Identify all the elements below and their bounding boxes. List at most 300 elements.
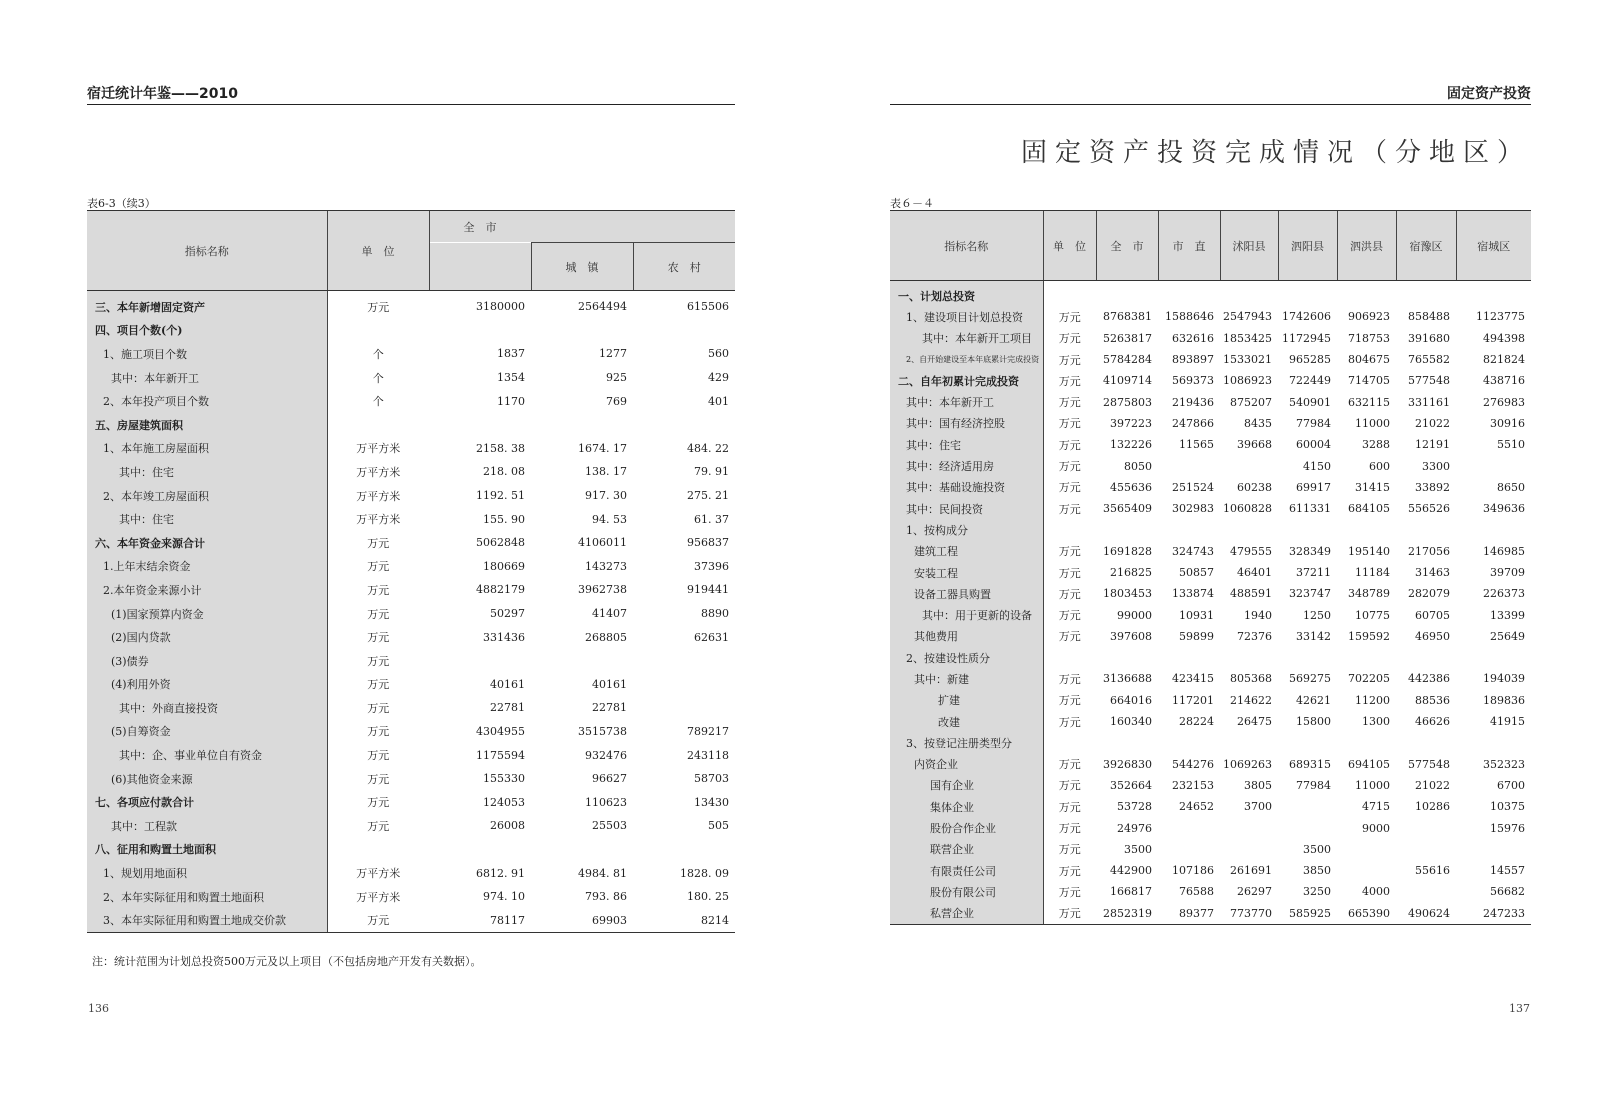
value-cell: 146985 bbox=[1483, 544, 1525, 558]
row-unit: 万元 bbox=[1058, 715, 1081, 729]
value-total bbox=[429, 319, 531, 343]
table-row bbox=[87, 602, 735, 626]
value-cell: 31463 bbox=[1415, 566, 1450, 579]
value-cell bbox=[1396, 817, 1456, 838]
value-cell: 159592 bbox=[1348, 629, 1390, 643]
value-cell: 1172945 bbox=[1282, 331, 1331, 345]
value-cell: 60238 bbox=[1237, 480, 1272, 494]
value-cell: 1250 bbox=[1303, 608, 1331, 622]
table-row bbox=[87, 790, 735, 814]
value-urban: 143273 bbox=[585, 559, 627, 573]
value-cell: 216825 bbox=[1110, 566, 1152, 579]
value-cell: 251524 bbox=[1172, 480, 1214, 494]
value-cell: 3300 bbox=[1422, 459, 1450, 473]
row-name: 其中：用于更新的设备 bbox=[890, 604, 1043, 625]
value-cell: 37211 bbox=[1296, 566, 1331, 579]
value-cell bbox=[1158, 817, 1220, 838]
value-cell: 632115 bbox=[1348, 395, 1390, 409]
value-total: 1170 bbox=[497, 394, 525, 408]
value-cell: 1803453 bbox=[1103, 587, 1152, 601]
table-row bbox=[87, 814, 735, 838]
value-cell: 88536 bbox=[1415, 693, 1450, 707]
value-cell: 718753 bbox=[1348, 331, 1390, 345]
row-unit: 万元 bbox=[1058, 630, 1081, 644]
value-cell: 348789 bbox=[1348, 587, 1390, 601]
table-row bbox=[87, 908, 735, 932]
value-rural: 243118 bbox=[687, 748, 729, 762]
table-row bbox=[890, 391, 1531, 412]
value-urban: 1277 bbox=[599, 347, 627, 361]
value-cell: 217056 bbox=[1408, 544, 1450, 558]
value-cell bbox=[1396, 732, 1456, 753]
row-unit: 万元 bbox=[1058, 758, 1081, 772]
value-cell bbox=[1220, 455, 1278, 476]
row-name: 其中：本年新开工 bbox=[87, 366, 327, 390]
row-name: 其中：外商直接投资 bbox=[87, 696, 327, 720]
row-name: 2、本年投产项目个数 bbox=[87, 389, 327, 413]
table-row bbox=[890, 839, 1531, 860]
row-name: (2)国内贷款 bbox=[87, 625, 327, 649]
value-cell: 50857 bbox=[1179, 566, 1214, 579]
value-cell: 56682 bbox=[1490, 885, 1525, 899]
value-cell bbox=[1278, 732, 1337, 753]
value-cell: 10375 bbox=[1490, 800, 1525, 814]
value-cell: 276983 bbox=[1483, 395, 1525, 409]
value-cell: 6700 bbox=[1497, 778, 1525, 792]
value-rural: 1828. 09 bbox=[680, 866, 729, 880]
value-cell: 77984 bbox=[1296, 416, 1331, 430]
value-cell: 8435 bbox=[1244, 416, 1272, 430]
table-row bbox=[87, 413, 735, 437]
table-row bbox=[890, 860, 1531, 881]
row-name: 1、建设项目计划总投资 bbox=[890, 306, 1043, 327]
row-unit bbox=[1043, 732, 1096, 753]
table-row bbox=[87, 437, 735, 461]
value-cell: 1742606 bbox=[1282, 310, 1331, 324]
row-name: (6)其他资金来源 bbox=[87, 767, 327, 791]
header-unit: 单 位 bbox=[327, 211, 429, 291]
row-unit: 万元 bbox=[1058, 481, 1081, 495]
value-cell: 10931 bbox=[1179, 608, 1214, 622]
value-cell: 324743 bbox=[1172, 544, 1214, 558]
table-row bbox=[87, 885, 735, 909]
value-cell: 569275 bbox=[1289, 672, 1331, 686]
table-code: 表6-3（续3） bbox=[87, 197, 156, 210]
row-name: 建筑工程 bbox=[890, 541, 1043, 562]
row-name: 2、按建设性质分 bbox=[890, 647, 1043, 668]
table-row bbox=[890, 754, 1531, 775]
value-cell: 1069263 bbox=[1223, 757, 1272, 771]
row-name: 设备工器具购置 bbox=[890, 583, 1043, 604]
row-unit: 个 bbox=[372, 395, 384, 409]
value-urban: 917. 30 bbox=[585, 489, 627, 503]
row-unit: 万元 bbox=[1058, 587, 1081, 601]
row-unit: 万元 bbox=[367, 536, 390, 550]
row-unit: 万元 bbox=[367, 654, 390, 668]
row-name: 集体企业 bbox=[890, 796, 1043, 817]
value-urban bbox=[531, 649, 633, 673]
row-unit: 万元 bbox=[1058, 353, 1081, 367]
table-row bbox=[890, 881, 1531, 902]
row-name: 改建 bbox=[890, 711, 1043, 732]
row-name: 其中：企、事业单位自有资金 bbox=[87, 743, 327, 767]
table-row bbox=[87, 484, 735, 508]
table-row bbox=[890, 817, 1531, 838]
value-urban bbox=[531, 838, 633, 862]
value-cell: 282079 bbox=[1408, 587, 1450, 601]
value-cell: 41915 bbox=[1490, 715, 1525, 729]
value-cell: 684105 bbox=[1348, 502, 1390, 516]
row-name: 其中：国有经济控股 bbox=[890, 413, 1043, 434]
value-total: 3180000 bbox=[476, 300, 525, 314]
value-cell bbox=[1278, 796, 1337, 817]
value-cell: 214622 bbox=[1230, 693, 1272, 707]
value-cell bbox=[1158, 519, 1220, 540]
left-stat-table bbox=[87, 210, 735, 933]
row-name: 2、本年竣工房屋面积 bbox=[87, 484, 327, 508]
row-unit: 万元 bbox=[367, 607, 390, 621]
value-cell: 89377 bbox=[1158, 903, 1220, 925]
value-urban: 138. 17 bbox=[585, 465, 627, 479]
value-cell: 455636 bbox=[1110, 480, 1152, 494]
value-cell bbox=[1278, 647, 1337, 668]
value-cell: 600 bbox=[1369, 459, 1390, 473]
value-cell: 60705 bbox=[1415, 608, 1450, 622]
footnote: 注：统计范围为计划总投资500万元及以上项目（不包括房地产开发有关数据）。 bbox=[92, 955, 482, 968]
row-unit: 万元 bbox=[1043, 903, 1096, 925]
row-unit: 万元 bbox=[367, 678, 390, 692]
value-rural: 429 bbox=[708, 371, 729, 385]
row-unit: 万元 bbox=[1058, 843, 1081, 857]
value-cell: 31415 bbox=[1355, 480, 1390, 494]
value-cell: 714705 bbox=[1348, 374, 1390, 388]
value-rural: 58703 bbox=[694, 772, 729, 786]
value-cell: 11200 bbox=[1355, 693, 1390, 707]
value-cell: 3926830 bbox=[1103, 757, 1152, 771]
right-page bbox=[804, 0, 1609, 1099]
value-rural: 8890 bbox=[701, 607, 729, 621]
row-name: 安装工程 bbox=[890, 562, 1043, 583]
value-cell bbox=[1158, 839, 1220, 860]
value-cell: 804675 bbox=[1348, 353, 1390, 367]
value-cell: 8768381 bbox=[1103, 310, 1152, 324]
table-row bbox=[87, 720, 735, 744]
value-cell: 60004 bbox=[1296, 438, 1331, 452]
row-unit: 万元 bbox=[1058, 502, 1081, 516]
row-name: 一、计划总投资 bbox=[890, 281, 1043, 307]
value-rural: 560 bbox=[708, 347, 729, 361]
row-unit: 万元 bbox=[1058, 800, 1081, 814]
value-cell: 906923 bbox=[1348, 310, 1390, 324]
value-urban: 793. 86 bbox=[585, 890, 627, 904]
value-total: 50297 bbox=[490, 607, 525, 621]
value-cell bbox=[1337, 519, 1396, 540]
value-total: 6812. 91 bbox=[476, 866, 525, 880]
value-cell: 331161 bbox=[1408, 395, 1450, 409]
value-cell: 117201 bbox=[1172, 693, 1214, 707]
value-cell: 1123775 bbox=[1476, 310, 1525, 324]
row-name: 私营企业 bbox=[890, 903, 1043, 925]
value-cell: 577548 bbox=[1408, 374, 1450, 388]
value-cell: 490624 bbox=[1396, 903, 1456, 925]
value-total bbox=[429, 649, 531, 673]
value-total: 974. 10 bbox=[483, 890, 525, 904]
value-cell: 226373 bbox=[1483, 587, 1525, 601]
table-row bbox=[890, 647, 1531, 668]
value-urban: 769 bbox=[606, 394, 627, 408]
row-unit: 万元 bbox=[1058, 460, 1081, 474]
row-unit: 万元 bbox=[367, 725, 390, 739]
value-cell: 1060828 bbox=[1223, 502, 1272, 516]
value-cell: 8050 bbox=[1124, 459, 1152, 473]
value-cell: 11565 bbox=[1179, 438, 1214, 452]
row-unit: 万元 bbox=[1058, 566, 1081, 580]
value-cell bbox=[1278, 817, 1337, 838]
value-cell: 664016 bbox=[1110, 693, 1152, 707]
table-row bbox=[87, 319, 735, 343]
value-cell: 59899 bbox=[1179, 629, 1214, 643]
value-cell: 21022 bbox=[1415, 778, 1450, 792]
row-name: 股份合作企业 bbox=[890, 817, 1043, 838]
value-cell: 160340 bbox=[1110, 715, 1152, 729]
value-total bbox=[429, 838, 531, 862]
table-row bbox=[890, 668, 1531, 689]
value-cell: 11000 bbox=[1355, 416, 1390, 430]
row-name: (4)利用外资 bbox=[87, 673, 327, 697]
value-cell bbox=[1220, 647, 1278, 668]
value-cell: 46950 bbox=[1415, 629, 1450, 643]
table-row bbox=[890, 477, 1531, 498]
value-cell bbox=[1337, 732, 1396, 753]
value-cell: 9000 bbox=[1362, 821, 1390, 835]
value-urban: 4106011 bbox=[578, 536, 627, 550]
value-cell bbox=[1396, 647, 1456, 668]
value-cell bbox=[1278, 519, 1337, 540]
page-number-left: 136 bbox=[88, 1002, 109, 1015]
value-cell bbox=[1158, 732, 1220, 753]
table-row bbox=[890, 604, 1531, 625]
value-rural: 61. 37 bbox=[694, 512, 729, 526]
header-region: 沭阳县 bbox=[1220, 211, 1278, 281]
value-rural: 789217 bbox=[687, 724, 729, 738]
value-cell bbox=[1396, 281, 1456, 307]
table-row bbox=[890, 306, 1531, 327]
value-cell: 965285 bbox=[1289, 353, 1331, 367]
value-urban: 925 bbox=[606, 371, 627, 385]
value-cell: 689315 bbox=[1289, 757, 1331, 771]
value-cell: 26297 bbox=[1237, 885, 1272, 899]
value-cell bbox=[1158, 647, 1220, 668]
value-cell: 3250 bbox=[1303, 885, 1331, 899]
header-rural: 农 村 bbox=[633, 243, 735, 291]
value-cell: 352664 bbox=[1110, 778, 1152, 792]
header-region: 泗洪县 bbox=[1337, 211, 1396, 281]
value-urban bbox=[531, 413, 633, 437]
table-row bbox=[890, 775, 1531, 796]
value-cell: 39668 bbox=[1237, 438, 1272, 452]
row-unit: 万平方米 bbox=[356, 465, 401, 479]
value-cell: 585925 bbox=[1278, 903, 1337, 925]
value-cell: 4150 bbox=[1303, 459, 1331, 473]
value-cell: 1588646 bbox=[1165, 310, 1214, 324]
value-rural: 37396 bbox=[694, 559, 729, 573]
value-cell: 3805 bbox=[1244, 778, 1272, 792]
value-rural bbox=[633, 696, 735, 720]
row-name: 3、本年实际征用和购置土地成交价款 bbox=[87, 908, 327, 932]
header-urban: 城 镇 bbox=[531, 243, 633, 291]
value-cell: 4109714 bbox=[1103, 374, 1152, 388]
value-cell bbox=[1220, 839, 1278, 860]
row-unit: 万元 bbox=[367, 772, 390, 786]
value-cell: 3565409 bbox=[1103, 502, 1152, 516]
row-unit: 万元 bbox=[367, 819, 390, 833]
row-name: 有限责任公司 bbox=[890, 860, 1043, 881]
row-unit: 万元 bbox=[367, 701, 390, 715]
header-region: 全 市 bbox=[1096, 211, 1158, 281]
right-stat-table bbox=[890, 210, 1531, 925]
value-cell: 69917 bbox=[1296, 480, 1331, 494]
value-cell: 323747 bbox=[1289, 587, 1331, 601]
value-cell bbox=[1096, 519, 1158, 540]
left-table-body bbox=[87, 291, 735, 933]
header-city: 全 市 bbox=[429, 211, 735, 243]
value-cell: 77984 bbox=[1296, 778, 1331, 792]
value-urban: 94. 53 bbox=[592, 512, 627, 526]
value-cell: 2547943 bbox=[1223, 310, 1272, 324]
header-region: 市 直 bbox=[1158, 211, 1220, 281]
value-cell: 166817 bbox=[1110, 885, 1152, 899]
chapter-running-head: 固定资产投资 bbox=[890, 84, 1531, 105]
row-unit bbox=[1043, 647, 1096, 668]
value-cell bbox=[1220, 732, 1278, 753]
row-name: 2、自开始建设至本年底累计完成投资 bbox=[890, 349, 1043, 370]
value-rural bbox=[633, 413, 735, 437]
row-unit: 万平方米 bbox=[356, 442, 401, 456]
value-cell: 722449 bbox=[1289, 374, 1331, 388]
value-cell: 194039 bbox=[1483, 672, 1525, 686]
value-cell: 1533021 bbox=[1223, 353, 1272, 367]
value-cell: 423415 bbox=[1172, 672, 1214, 686]
value-cell: 1691828 bbox=[1103, 544, 1152, 558]
value-cell: 15976 bbox=[1490, 821, 1525, 835]
value-cell: 33142 bbox=[1296, 629, 1331, 643]
row-unit: 万平方米 bbox=[356, 867, 401, 881]
header-region: 泗阳县 bbox=[1278, 211, 1337, 281]
value-cell: 397223 bbox=[1110, 416, 1152, 430]
table-row bbox=[87, 767, 735, 791]
value-cell: 3288 bbox=[1362, 438, 1390, 452]
row-name: 其中：民间投资 bbox=[890, 498, 1043, 519]
table-row bbox=[890, 370, 1531, 391]
row-unit: 万元 bbox=[367, 300, 390, 314]
table-row bbox=[890, 903, 1531, 925]
value-cell: 1300 bbox=[1362, 715, 1390, 729]
row-unit bbox=[327, 838, 429, 862]
value-total: 218. 08 bbox=[483, 465, 525, 479]
table-row bbox=[890, 690, 1531, 711]
value-cell bbox=[1096, 732, 1158, 753]
value-total: 4882179 bbox=[476, 583, 525, 597]
row-unit: 万元 bbox=[367, 583, 390, 597]
value-cell: 24652 bbox=[1179, 800, 1214, 814]
row-name: 扩建 bbox=[890, 690, 1043, 711]
row-unit bbox=[1043, 519, 1096, 540]
value-cell: 11000 bbox=[1355, 778, 1390, 792]
row-name: 其中：住宅 bbox=[890, 434, 1043, 455]
value-cell bbox=[1337, 281, 1396, 307]
value-urban: 3515738 bbox=[578, 724, 627, 738]
page-title: 固定资产投资完成情况（分地区） bbox=[1020, 138, 1531, 168]
value-cell: 3136688 bbox=[1103, 672, 1152, 686]
value-cell: 46401 bbox=[1237, 566, 1272, 579]
row-name: 其他费用 bbox=[890, 626, 1043, 647]
value-cell bbox=[1337, 860, 1396, 881]
row-unit: 万元 bbox=[1058, 609, 1081, 623]
value-cell: 11184 bbox=[1355, 566, 1390, 579]
table-row bbox=[87, 366, 735, 390]
value-cell bbox=[1456, 281, 1531, 307]
value-cell bbox=[1220, 281, 1278, 307]
row-name: 2、本年实际征用和购置土地面积 bbox=[87, 885, 327, 909]
table-row bbox=[890, 328, 1531, 349]
row-name: 二、自年初累计完成投资 bbox=[890, 370, 1043, 391]
value-cell: 21022 bbox=[1415, 416, 1450, 430]
value-urban: 3962738 bbox=[578, 583, 627, 597]
value-rural: 79. 91 bbox=[694, 465, 729, 479]
row-name: 五、房屋建筑面积 bbox=[87, 413, 327, 437]
value-cell: 438716 bbox=[1483, 374, 1525, 388]
table-row bbox=[87, 578, 735, 602]
table-row bbox=[890, 541, 1531, 562]
table-row bbox=[890, 519, 1531, 540]
table-row bbox=[87, 861, 735, 885]
value-cell: 53728 bbox=[1117, 800, 1152, 814]
value-urban: 932476 bbox=[585, 748, 627, 762]
table-row bbox=[87, 625, 735, 649]
table-row bbox=[890, 626, 1531, 647]
value-total: 2158. 38 bbox=[476, 441, 525, 455]
value-cell: 556526 bbox=[1408, 502, 1450, 516]
value-cell: 544276 bbox=[1172, 757, 1214, 771]
value-cell: 15800 bbox=[1296, 715, 1331, 729]
value-cell: 702205 bbox=[1348, 672, 1390, 686]
value-urban bbox=[531, 319, 633, 343]
value-rural: 13430 bbox=[694, 795, 729, 809]
value-rural: 8214 bbox=[633, 908, 735, 932]
row-unit: 万元 bbox=[1058, 545, 1081, 559]
row-name: 其中：住宅 bbox=[87, 460, 327, 484]
value-cell: 2852319 bbox=[1096, 903, 1158, 925]
table-row bbox=[87, 291, 735, 319]
row-name: 其中：工程款 bbox=[87, 814, 327, 838]
table-row bbox=[87, 507, 735, 531]
value-cell: 665390 bbox=[1337, 903, 1396, 925]
value-cell bbox=[1158, 455, 1220, 476]
value-rural: 919441 bbox=[687, 583, 729, 597]
value-cell: 232153 bbox=[1172, 778, 1214, 792]
value-cell: 133874 bbox=[1172, 587, 1214, 601]
header-city-total bbox=[429, 243, 531, 291]
row-name: 八、征用和购置土地面积 bbox=[87, 838, 327, 862]
table-row bbox=[890, 413, 1531, 434]
value-cell: 821824 bbox=[1483, 353, 1525, 367]
page-number-right: 137 bbox=[1509, 1002, 1530, 1015]
value-cell: 694105 bbox=[1348, 757, 1390, 771]
row-unit: 个 bbox=[372, 347, 384, 361]
row-name: 1.上年末结余资金 bbox=[87, 555, 327, 579]
table-row bbox=[87, 696, 735, 720]
table-row bbox=[890, 349, 1531, 370]
